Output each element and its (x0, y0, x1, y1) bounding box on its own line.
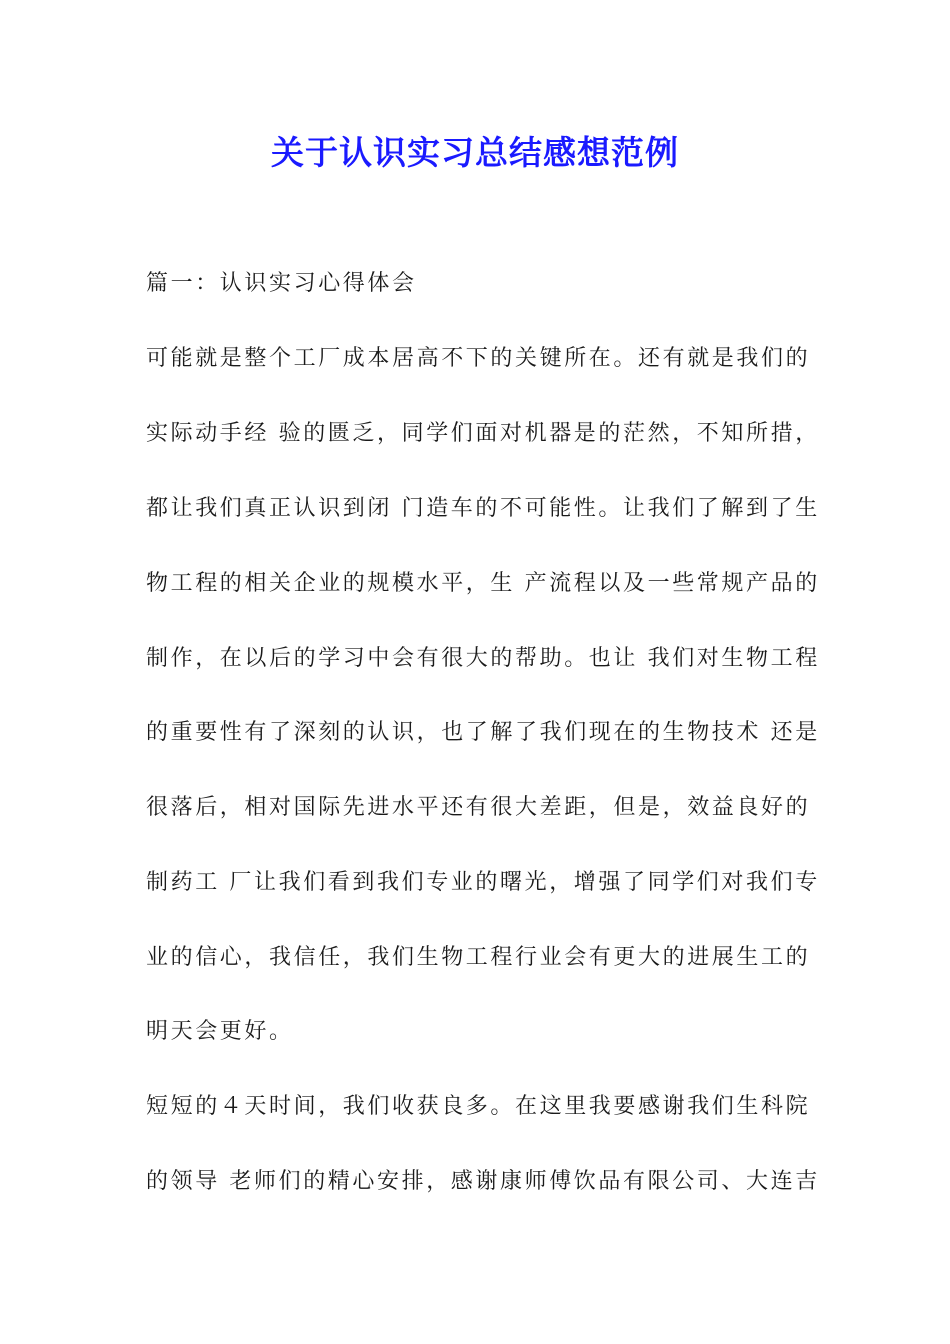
paragraph-line: 业的信心，我信任，我们生物工程行业会有更大的进展生工的 (146, 945, 811, 970)
section-heading: 篇一：认识实习心得体会 (146, 271, 417, 296)
paragraph-line: 的领导 老师们的精心安排，感谢康师傅饮品有限公司、大连吉 (146, 1169, 820, 1194)
paragraph-line: 物工程的相关企业的规模水平，生 产流程以及一些常规产品的 (146, 571, 820, 596)
paragraph-line: 制药工 厂让我们看到我们专业的曙光，增强了同学们对我们专 (146, 870, 820, 895)
paragraph-line: 的重要性有了深刻的认识，也了解了我们现在的生物技术 还是 (146, 720, 820, 745)
paragraph-line: 都让我们真正认识到闭 门造车的不可能性。让我们了解到了生 (146, 496, 820, 521)
paragraph-line: 制作，在以后的学习中会有很大的帮助。也让 我们对生物工程 (146, 646, 820, 671)
paragraph-line: 可能就是整个工厂成本居高不下的关键所在。还有就是我们的 (146, 346, 811, 371)
document-title: 关于认识实习总结感想范例 (271, 133, 679, 172)
paragraph-line: 明天会更好。 (146, 1019, 294, 1044)
paragraph-line: 实际动手经 验的匮乏，同学们面对机器是的茫然，不知所措， (146, 421, 820, 446)
paragraph-line: 很落后，相对国际先进水平还有很大差距，但是，效益良好的 (146, 795, 811, 820)
paragraph-line: 短短的４天时间，我们收获良多。在这里我要感谢我们生科院 (146, 1094, 811, 1119)
